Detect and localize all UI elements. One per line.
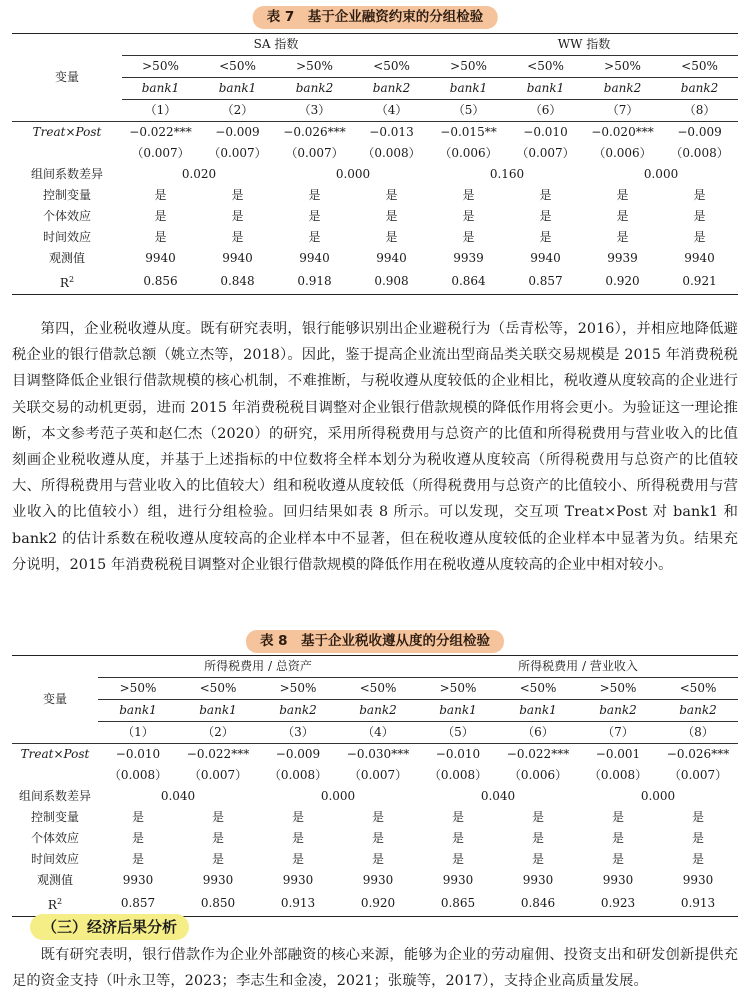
table8-yes: 是 (371, 831, 384, 845)
table7-title: 表 7 基于企业融资约束的分组检验 (253, 6, 498, 29)
table7-treat-label: Treat×Post (32, 125, 102, 139)
table8-dep: bank2 (338, 700, 418, 722)
table7-se: （0.007） (131, 146, 190, 160)
table7-split: >50% (122, 56, 199, 78)
table8-se: （0.006） (508, 768, 568, 782)
body-paragraph-2: 既有研究表明，银行借款作为企业外部融资的核心来源，能够为企业的劳动雇佣、投资支出和研发创新提供充足的资金支持（叶永卫等，2023；李志生和金凌，2021；张璇等，2017），支持企业高质量发展。 (12, 947, 738, 990)
table7-obs: 9940 (530, 251, 561, 265)
table7-split: <50% (661, 56, 738, 78)
table8-dep: bank2 (578, 700, 658, 722)
table8-colnum: （6） (522, 725, 554, 739)
table8-split: <50% (178, 678, 258, 700)
table7-dep: bank2 (353, 78, 430, 100)
table7-split: >50% (584, 56, 661, 78)
table7-dep: bank1 (199, 78, 276, 100)
table8-yes: 是 (611, 810, 624, 824)
table8-yes: 是 (131, 831, 144, 845)
table7-dep: bank2 (276, 78, 353, 100)
table7-coef: −0.020*** (591, 125, 654, 139)
table7-yes: 是 (385, 188, 398, 202)
table8-yes: 是 (371, 852, 384, 866)
table8-coef: −0.010 (435, 747, 481, 761)
table7-yes: 是 (462, 230, 475, 244)
table8-diff: 0.000 (320, 789, 356, 803)
table7-yes: 是 (539, 209, 552, 223)
table7-yes: 是 (308, 188, 321, 202)
table8-control-row (12, 807, 738, 828)
table8-yes: 是 (211, 831, 224, 845)
table8-r2: 0.850 (178, 891, 258, 917)
table7-diff: 0.020 (181, 167, 217, 181)
table7-dep: bank1 (430, 78, 507, 100)
table8-coef: −0.026*** (666, 747, 730, 761)
table7-diff: 0.000 (335, 167, 371, 181)
table8-yes: 是 (531, 831, 544, 845)
table8-title: 表 8 基于企业税收遵从度的分组检验 (246, 630, 504, 653)
table8-fe-time-row (12, 849, 738, 870)
table7-yes: 是 (154, 188, 167, 202)
table7-obs: 9940 (684, 251, 715, 265)
table8-yes: 是 (291, 831, 304, 845)
table7-se: （0.008） (670, 146, 729, 160)
table7-yes: 是 (693, 209, 706, 223)
table8-group-row (12, 656, 738, 678)
table7-fe-ind-row (12, 206, 738, 227)
table7-coef: −0.013 (369, 125, 414, 139)
table8-r2-row (12, 891, 738, 917)
table7-yes: 是 (308, 230, 321, 244)
table8-dep: bank1 (498, 700, 578, 722)
table7-colnum: （2） (221, 103, 254, 117)
table7-diff: 0.160 (489, 167, 525, 181)
table8-coef: −0.009 (275, 747, 321, 761)
table8-obs: 9930 (202, 873, 234, 887)
table8-colnum: （8） (682, 725, 714, 739)
table7-r2: 0.848 (199, 269, 276, 295)
table8-split: >50% (578, 678, 658, 700)
table7-colnum: （6） (529, 103, 562, 117)
table8-obs: 9930 (282, 873, 314, 887)
table8-split: >50% (98, 678, 178, 700)
table8-r2: 0.923 (578, 891, 658, 917)
table8-group-assets: 所得税费用 / 总资产 (98, 656, 418, 678)
table8-obs: 9930 (682, 873, 714, 887)
table8-obs: 9930 (522, 873, 554, 887)
table8-diff: 0.040 (480, 789, 516, 803)
table7-coef: −0.009 (215, 125, 260, 139)
table8-colnum: （4） (362, 725, 394, 739)
table7-dep: bank1 (122, 78, 199, 100)
table8-coef: −0.001 (595, 747, 641, 761)
table7-coef: −0.015** (440, 125, 497, 139)
table8-yes: 是 (451, 810, 464, 824)
table8-yes: 是 (611, 852, 624, 866)
table8-obs: 9930 (362, 873, 394, 887)
table7-yes: 是 (308, 209, 321, 223)
table7-se: （0.007） (516, 146, 575, 160)
table7-var-label: 变量 (12, 34, 122, 122)
table7-diff: 0.000 (643, 167, 679, 181)
table7-r2: 0.908 (353, 269, 430, 295)
table8-r2: 0.913 (258, 891, 338, 917)
table8-yes: 是 (451, 831, 464, 845)
table8-obs: 9930 (442, 873, 474, 887)
table7-obs-label: 观测值 (48, 251, 85, 265)
table7-fe-time-row (12, 227, 738, 248)
table7-split: >50% (430, 56, 507, 78)
table7-colnum: （4） (375, 103, 408, 117)
table7-r2: 0.918 (276, 269, 353, 295)
table8-dep: bank1 (418, 700, 498, 722)
table7-colnum: （3） (298, 103, 331, 117)
table8-r2: 0.857 (98, 891, 178, 917)
table7-se-row (12, 143, 738, 164)
table7-diff-label: 组间系数差异 (30, 167, 103, 181)
table7-group-sa: SA 指数 (122, 34, 430, 56)
table7-coef-row (12, 122, 738, 144)
table7-split: <50% (353, 56, 430, 78)
table8-colnum: （5） (442, 725, 474, 739)
section-heading: （三）经济后果分析 (30, 914, 189, 940)
table8-fe-time-label: 时间效应 (30, 852, 79, 866)
table8-se: （0.007） (668, 768, 728, 782)
table8-control-label: 控制变量 (30, 810, 79, 824)
table7-group-row (12, 34, 738, 56)
table8-yes: 是 (691, 810, 704, 824)
table7-yes: 是 (231, 230, 244, 244)
table8-diff-row (12, 786, 738, 807)
table7-yes: 是 (616, 188, 629, 202)
table7-se: （0.006） (593, 146, 652, 160)
table8-treat-label: Treat×Post (20, 747, 90, 761)
table8-yes: 是 (291, 852, 304, 866)
table8-r2: 0.865 (418, 891, 498, 917)
table7-yes: 是 (616, 209, 629, 223)
table8-coef: −0.010 (115, 747, 161, 761)
table8-r2: 0.846 (498, 891, 578, 917)
table8-colnum: （2） (202, 725, 234, 739)
table7-yes: 是 (231, 209, 244, 223)
table7-r2-row (12, 269, 738, 295)
table7-r2: 0.857 (507, 269, 584, 295)
table7-dep: bank1 (507, 78, 584, 100)
table7-control-label: 控制变量 (42, 188, 91, 202)
table8-coef-row (12, 744, 738, 766)
table7-coef: −0.010 (523, 125, 568, 139)
table7-split: <50% (199, 56, 276, 78)
table8-yes: 是 (211, 852, 224, 866)
table8-r2-label: $R^2$ (12, 891, 98, 917)
table8-obs: 9930 (122, 873, 154, 887)
table8-dep: bank2 (658, 700, 738, 722)
table8-group-revenue: 所得税费用 / 营业收入 (418, 656, 738, 678)
table8-colnum-row (12, 722, 738, 744)
table8-se: （0.007） (188, 768, 248, 782)
table8-yes: 是 (211, 810, 224, 824)
table7-yes: 是 (154, 209, 167, 223)
table7-obs: 9940 (222, 251, 253, 265)
table7-yes: 是 (385, 209, 398, 223)
table8-se: （0.008） (108, 768, 168, 782)
table7-se: （0.008） (362, 146, 421, 160)
table8-fe-ind-label: 个体效应 (30, 831, 79, 845)
table7-colnum: （1） (144, 103, 177, 117)
table7-obs: 9940 (376, 251, 407, 265)
table8-split: <50% (338, 678, 418, 700)
table7-split: >50% (276, 56, 353, 78)
table8-var-label: 变量 (12, 656, 98, 744)
table7-dep: bank2 (661, 78, 738, 100)
table7-dep: bank2 (584, 78, 661, 100)
table8-dep: bank1 (98, 700, 178, 722)
table7-r2: 0.921 (661, 269, 738, 295)
table7-yes: 是 (539, 188, 552, 202)
table8-yes: 是 (131, 852, 144, 866)
table7-split: <50% (507, 56, 584, 78)
table8-yes: 是 (691, 831, 704, 845)
table8-coef: −0.022*** (506, 747, 570, 761)
table7-se: （0.007） (208, 146, 267, 160)
table7-obs: 9940 (299, 251, 330, 265)
table8-se: （0.008） (428, 768, 488, 782)
table7-control-row (12, 185, 738, 206)
table8-split: <50% (658, 678, 738, 700)
table8-dep: bank2 (258, 700, 338, 722)
table8-yes: 是 (531, 810, 544, 824)
table7-fe-time-label: 时间效应 (42, 230, 91, 244)
table7-yes: 是 (462, 209, 475, 223)
table8-obs-row (12, 870, 738, 891)
table7-obs: 9939 (607, 251, 638, 265)
table8-colnum: （3） (282, 725, 314, 739)
table7-yes: 是 (462, 188, 475, 202)
table8-r2: 0.913 (658, 891, 738, 917)
table7-diff-row (12, 164, 738, 185)
table8-diff: 0.000 (640, 789, 676, 803)
table8-se-row (12, 765, 738, 786)
table8 (12, 655, 738, 917)
table7-yes: 是 (385, 230, 398, 244)
table8-yes: 是 (451, 852, 464, 866)
table7-coef: −0.022*** (129, 125, 192, 139)
table8-obs: 9930 (602, 873, 634, 887)
table7-yes: 是 (616, 230, 629, 244)
table7-r2: 0.920 (584, 269, 661, 295)
table7-yes: 是 (539, 230, 552, 244)
table7-r2-label: $R^2$ (12, 269, 122, 295)
table7-yes: 是 (693, 188, 706, 202)
table8-coef: −0.030*** (346, 747, 410, 761)
table7-colnum: （5） (452, 103, 485, 117)
table8-yes: 是 (131, 810, 144, 824)
table8-diff: 0.040 (160, 789, 196, 803)
table7-yes: 是 (154, 230, 167, 244)
table8-split: >50% (418, 678, 498, 700)
table7-r2: 0.856 (122, 269, 199, 295)
table7-obs: 9940 (145, 251, 176, 265)
table7-se: （0.006） (439, 146, 498, 160)
table8-se: （0.008） (588, 768, 648, 782)
table8-yes: 是 (611, 831, 624, 845)
table8-dep-row (12, 700, 738, 722)
table7-se: （0.007） (285, 146, 344, 160)
table7-yes: 是 (231, 188, 244, 202)
table8-split: <50% (498, 678, 578, 700)
table8-yes: 是 (371, 810, 384, 824)
table8-yes: 是 (691, 852, 704, 866)
table7-r2: 0.864 (430, 269, 507, 295)
table7 (12, 33, 738, 295)
table8-r2: 0.920 (338, 891, 418, 917)
table7-colnum: （8） (683, 103, 716, 117)
table7-obs-row (12, 248, 738, 269)
table8-colnum: （7） (602, 725, 634, 739)
body-paragraph-1: 第四，企业税收遵从度。既有研究表明，银行能够识别出企业避税行为（岳青松等，2016），并相应地降低避税企业的银行借款总额（姚立杰等，2018）。因此，鉴于提高企业流出型商品类关联交易规模是 2015 年消费税税目调整降低企业银行借款规模的核心机制，不难推断，与税收遵从度较低的企业相比，税收遵从度较高的企业进行关联交易的动机更弱，进而 2015 年消费税税目调整对企业银行借款规模的降低作用将会更小。为验证这一理论推断，本文参考范子英和赵仁杰（2020）的研究，采用所得税费用与总资产的比值和所得税费用与营业收入的比值刻画企业税收遵从度，并基于上述指标的中位数将全样本划分为税收遵从度较高（所得税费用与总资产的比值较大、所得税费用与营业收入的比值较大）组和税收遵从度较低（所得税费用与总资产的比值较小、所得税费用与营业收入的比值较小）组，进行分组检验。回归结果如表 8 所示。可以发现，交互项 Treat×Post 对 bank1 和 bank2 的估计系数在税收遵从度较高的企业样本中不显著，但在税收遵从度较低的企业样本中显著为负。结果充分说明，2015 年消费税税目调整对企业银行借款规模的降低作用在税收遵从度较高的企业中相对较小。 (12, 321, 738, 573)
table8-se: （0.007） (348, 768, 408, 782)
table8-yes: 是 (291, 810, 304, 824)
table7-group-ww: WW 指数 (430, 34, 738, 56)
table8-obs-label: 观测值 (36, 873, 73, 887)
table7-coef: −0.009 (677, 125, 722, 139)
table7-yes: 是 (693, 230, 706, 244)
table8-diff-label: 组间系数差异 (18, 789, 91, 803)
table8-split: >50% (258, 678, 338, 700)
table8-split-row (12, 678, 738, 700)
table8-colnum: （1） (122, 725, 154, 739)
table7-colnum: （7） (606, 103, 639, 117)
table7-fe-ind-label: 个体效应 (42, 209, 91, 223)
table8-se: （0.008） (268, 768, 328, 782)
table8-fe-ind-row (12, 828, 738, 849)
table7-coef: −0.026*** (283, 125, 346, 139)
table8-dep: bank1 (178, 700, 258, 722)
table8-coef: −0.022*** (186, 747, 250, 761)
table7-obs: 9939 (453, 251, 484, 265)
table8-yes: 是 (531, 852, 544, 866)
